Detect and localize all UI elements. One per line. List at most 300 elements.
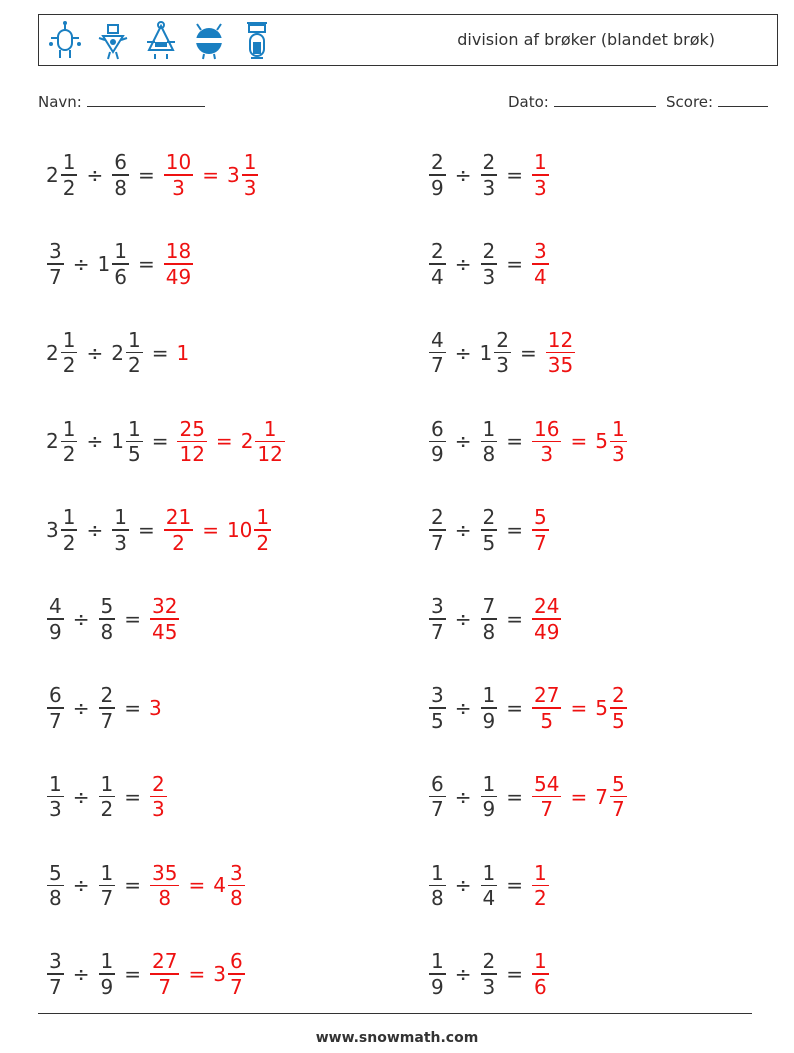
fraction — [228, 949, 245, 999]
numerator: 1 — [534, 860, 547, 885]
fraction — [532, 594, 561, 644]
score-blank — [718, 92, 768, 107]
denominator: 9 — [431, 175, 444, 200]
numerator: 1 — [534, 949, 547, 974]
fraction — [126, 417, 143, 467]
divide-sign: ÷ — [86, 429, 104, 454]
problem-8 — [428, 406, 628, 476]
divide-sign: ÷ — [454, 784, 472, 809]
fraction-term — [149, 949, 180, 999]
name-blank — [87, 92, 205, 107]
numerator: 54 — [534, 771, 560, 796]
numerator: 1 — [611, 416, 625, 441]
equals-sign: = — [137, 163, 155, 187]
fraction — [61, 328, 78, 378]
fraction — [481, 683, 498, 733]
denominator: 2 — [62, 353, 76, 378]
divide-sign: ÷ — [454, 607, 472, 631]
numerator: 3 — [49, 949, 62, 974]
problem-10 — [428, 495, 550, 565]
whole-number: 4 — [213, 873, 226, 898]
divide-sign: ÷ — [454, 251, 472, 276]
numerator: 2 — [431, 505, 444, 530]
numerator: 1 — [100, 860, 114, 885]
fraction — [112, 505, 129, 555]
fraction-term — [428, 505, 447, 555]
fraction — [150, 861, 179, 911]
robot-icons — [47, 20, 275, 62]
fraction-term — [98, 949, 117, 999]
equals-sign: = — [124, 607, 141, 631]
denominator: 7 — [431, 619, 444, 644]
fraction-term — [213, 861, 245, 911]
numerator: 3 — [431, 683, 444, 707]
fraction — [126, 328, 143, 378]
divide-sign: ÷ — [86, 163, 104, 187]
equals-sign: = — [506, 518, 523, 543]
numerator: 6 — [49, 683, 62, 707]
problem-15 — [46, 762, 168, 832]
fraction-term — [531, 772, 562, 822]
whole-number: 1 — [111, 429, 124, 454]
fraction-term — [111, 505, 130, 555]
fraction-term — [428, 328, 447, 378]
problem-4 — [428, 229, 550, 299]
denominator: 4 — [431, 264, 444, 289]
fraction — [610, 417, 627, 467]
fraction — [254, 505, 271, 555]
problem-1 — [46, 140, 259, 210]
numerator: 21 — [165, 505, 192, 530]
fraction — [99, 683, 116, 733]
fraction-term — [531, 861, 550, 911]
numerator: 1 — [263, 416, 277, 441]
equals-sign: = — [202, 518, 219, 543]
fraction — [429, 417, 446, 467]
fraction — [61, 150, 78, 200]
numerator: 1 — [114, 239, 127, 263]
fraction-term — [46, 417, 78, 467]
fraction-term — [480, 772, 499, 822]
fraction — [47, 861, 64, 911]
equals-sign: = — [506, 695, 523, 720]
numerator: 1 — [100, 949, 114, 974]
fraction-term — [46, 683, 65, 733]
problem-2 — [428, 140, 550, 210]
fraction-term — [545, 328, 576, 378]
fraction-term — [111, 328, 143, 378]
denominator: 9 — [482, 797, 496, 822]
denominator: 9 — [482, 708, 496, 733]
numerator: 1 — [49, 771, 62, 796]
fraction — [47, 239, 64, 289]
denominator: 7 — [431, 353, 444, 378]
fraction-term — [480, 683, 499, 733]
whole-number: 2 — [46, 340, 59, 365]
fraction-term — [46, 328, 78, 378]
fraction — [164, 505, 193, 555]
whole-number: 2 — [111, 340, 124, 365]
equals-sign: = — [215, 429, 233, 454]
fraction — [112, 239, 129, 289]
fraction-term — [531, 417, 562, 467]
fraction-term — [163, 239, 194, 289]
numerator: 24 — [534, 594, 560, 619]
numerator: 1 — [62, 150, 76, 175]
numerator: 1 — [62, 327, 76, 352]
robot-2-icon — [95, 20, 131, 62]
fraction — [47, 683, 64, 733]
fraction-term — [480, 949, 499, 999]
numerator: 6 — [229, 949, 243, 974]
fraction — [546, 328, 575, 378]
robot-5-icon — [239, 20, 275, 62]
fraction-term — [227, 150, 259, 200]
equals-sign: = — [519, 340, 537, 365]
denominator: 2 — [62, 175, 76, 200]
fraction — [429, 150, 446, 200]
denominator: 6 — [534, 974, 547, 999]
denominator: 7 — [49, 708, 62, 733]
fraction — [47, 594, 64, 644]
denominator: 3 — [611, 442, 625, 467]
numerator: 5 — [100, 594, 114, 619]
fraction-term — [149, 772, 168, 822]
fraction — [481, 949, 498, 999]
fraction-term — [480, 417, 499, 467]
fraction — [481, 239, 498, 289]
denominator: 12 — [179, 442, 205, 467]
fraction — [532, 150, 549, 200]
fraction-term — [480, 505, 499, 555]
fraction — [481, 594, 498, 644]
denominator: 3 — [114, 530, 127, 555]
denominator: 8 — [114, 175, 127, 200]
problem-11 — [46, 584, 180, 654]
whole-number: 1 — [176, 340, 190, 365]
fraction — [532, 683, 561, 733]
fraction-term — [428, 417, 447, 467]
equals-sign: = — [188, 873, 206, 898]
equals-sign: = — [151, 429, 169, 454]
fraction — [532, 505, 549, 555]
whole-number: 10 — [226, 518, 253, 543]
denominator: 35 — [547, 353, 574, 378]
score-label: Score: — [666, 93, 714, 111]
denominator: 7 — [431, 530, 444, 555]
equals-sign: = — [124, 784, 141, 809]
whole-number: 3 — [226, 163, 240, 187]
fraction-term — [428, 949, 447, 999]
problem-5 — [46, 318, 190, 388]
denominator: 9 — [49, 619, 62, 644]
fraction — [150, 772, 167, 822]
fraction-term — [213, 949, 245, 999]
fraction-term — [480, 861, 499, 911]
equals-sign: = — [137, 251, 155, 276]
fraction — [610, 772, 627, 822]
denominator: 8 — [482, 619, 496, 644]
fraction-term — [480, 150, 499, 200]
problem-7 — [46, 406, 286, 476]
divide-sign: ÷ — [454, 695, 472, 720]
fraction-term — [428, 150, 447, 200]
numerator: 18 — [165, 239, 192, 263]
fraction-term — [428, 772, 447, 822]
numerator: 35 — [152, 860, 178, 885]
numerator: 1 — [100, 771, 114, 796]
numerator: 4 — [49, 594, 62, 619]
equals-sign: = — [124, 962, 141, 987]
fraction-term — [46, 861, 65, 911]
denominator: 2 — [62, 530, 76, 555]
problem-20 — [428, 939, 550, 1009]
numerator: 1 — [243, 150, 257, 175]
divide-sign: ÷ — [454, 962, 472, 987]
divide-sign: ÷ — [72, 695, 90, 720]
divide-sign: ÷ — [72, 962, 90, 987]
problem-18 — [428, 850, 550, 920]
whole-number: 1 — [479, 340, 493, 365]
fraction-term — [531, 505, 550, 555]
denominator: 7 — [611, 797, 625, 822]
whole-number: 5 — [595, 695, 608, 720]
fraction-term — [595, 417, 627, 467]
denominator: 4 — [482, 886, 496, 911]
equals-sign: = — [506, 163, 523, 187]
problem-9 — [46, 495, 272, 565]
equals-sign: = — [570, 695, 588, 720]
denominator: 2 — [127, 353, 141, 378]
fraction-term — [46, 239, 65, 289]
denominator: 2 — [100, 797, 114, 822]
numerator: 2 — [431, 239, 444, 263]
numerator: 4 — [431, 327, 444, 352]
denominator: 6 — [114, 264, 127, 289]
fraction — [61, 505, 78, 555]
fraction — [228, 861, 245, 911]
numerator: 1 — [256, 505, 270, 530]
numerator: 25 — [179, 416, 205, 441]
fraction-term — [480, 239, 499, 289]
equals-sign: = — [506, 607, 523, 631]
denominator: 7 — [540, 797, 554, 822]
denominator: 12 — [257, 442, 283, 467]
robot-1-icon — [47, 20, 83, 62]
numerator: 6 — [114, 150, 127, 175]
fraction — [481, 772, 498, 822]
numerator: 5 — [49, 860, 62, 885]
fraction — [47, 772, 64, 822]
numerator: 6 — [431, 416, 444, 441]
numerator: 1 — [127, 327, 141, 352]
fraction-term — [428, 861, 447, 911]
problem-6 — [428, 318, 576, 388]
divide-sign: ÷ — [454, 340, 472, 365]
fraction — [429, 239, 446, 289]
numerator: 2 — [152, 771, 165, 796]
denominator: 3 — [482, 175, 496, 200]
denominator: 3 — [496, 353, 509, 378]
numerator: 6 — [431, 771, 444, 796]
denominator: 3 — [49, 797, 62, 822]
denominator: 7 — [534, 530, 547, 555]
fraction-term — [46, 949, 65, 999]
fraction — [429, 683, 446, 733]
fraction — [610, 683, 627, 733]
numerator: 2 — [482, 505, 496, 530]
fraction-term — [531, 683, 562, 733]
denominator: 3 — [243, 175, 257, 200]
robot-3-icon — [143, 20, 179, 62]
denominator: 5 — [482, 530, 496, 555]
numerator: 2 — [496, 327, 509, 352]
fraction-term — [46, 505, 78, 555]
problem-19 — [46, 939, 246, 1009]
numerator: 2 — [611, 683, 625, 707]
denominator: 2 — [256, 530, 270, 555]
denominator: 3 — [152, 797, 165, 822]
fraction-term — [111, 150, 130, 200]
fraction-term — [531, 150, 550, 200]
divide-sign: ÷ — [72, 784, 90, 809]
denominator: 5 — [611, 708, 625, 733]
denominator: 2 — [62, 442, 76, 467]
numerator: 2 — [431, 150, 444, 175]
fraction-term — [149, 594, 180, 644]
fraction — [99, 772, 116, 822]
equals-sign: = — [570, 429, 588, 454]
denominator: 5 — [540, 708, 554, 733]
whole-number: 2 — [240, 429, 254, 454]
numerator: 1 — [482, 416, 496, 441]
divide-sign: ÷ — [72, 873, 90, 898]
fraction — [429, 594, 446, 644]
fraction-term — [595, 683, 627, 733]
divide-sign: ÷ — [72, 251, 90, 276]
denominator: 8 — [229, 886, 243, 911]
denominator: 8 — [431, 886, 444, 911]
fraction-term — [531, 949, 550, 999]
denominator: 45 — [152, 619, 178, 644]
worksheet-title: division af brøker (blandet brøk) — [457, 30, 715, 49]
fraction-term — [428, 594, 447, 644]
divide-sign: ÷ — [86, 340, 104, 365]
divide-sign: ÷ — [454, 518, 472, 543]
numerator: 1 — [431, 860, 444, 885]
whole-number: 2 — [46, 429, 59, 454]
divide-sign: ÷ — [86, 518, 104, 543]
fraction — [242, 150, 259, 200]
fraction — [481, 505, 498, 555]
denominator: 4 — [534, 264, 547, 289]
numerator: 27 — [534, 683, 560, 707]
equals-sign: = — [506, 962, 523, 987]
numerator: 1 — [127, 416, 141, 441]
numerator: 1 — [62, 505, 76, 530]
denominator: 7 — [100, 886, 114, 911]
fraction-term — [241, 417, 286, 467]
numerator: 5 — [611, 771, 625, 796]
fraction — [99, 594, 116, 644]
fraction — [164, 150, 193, 200]
fraction-term — [149, 861, 180, 911]
problem-12 — [428, 584, 562, 654]
whole-number: 3 — [46, 518, 59, 543]
numerator: 3 — [49, 239, 62, 263]
denominator: 3 — [534, 175, 547, 200]
whole-number: 3 — [213, 962, 226, 987]
divide-sign: ÷ — [72, 607, 90, 631]
fraction — [532, 949, 549, 999]
denominator: 9 — [431, 442, 444, 467]
denominator: 8 — [158, 886, 172, 911]
denominator: 7 — [431, 797, 444, 822]
fraction-term — [480, 328, 512, 378]
fraction-term — [480, 594, 499, 644]
name-field — [38, 92, 205, 111]
fraction-term — [531, 239, 550, 289]
denominator: 49 — [534, 619, 560, 644]
denominator: 3 — [172, 175, 185, 200]
fraction-term — [176, 417, 207, 467]
fraction — [494, 328, 511, 378]
footer-divider — [38, 1013, 752, 1014]
numerator: 1 — [431, 949, 444, 974]
fraction — [164, 239, 193, 289]
numerator: 3 — [229, 860, 243, 885]
fraction — [532, 417, 561, 467]
fraction-term — [595, 772, 627, 822]
denominator: 5 — [431, 708, 444, 733]
equals-sign: = — [137, 518, 155, 543]
fraction-term — [46, 772, 65, 822]
divide-sign: ÷ — [454, 429, 472, 454]
numerator: 1 — [534, 150, 547, 175]
fraction-term — [98, 594, 117, 644]
fraction — [532, 861, 549, 911]
denominator: 3 — [482, 264, 496, 289]
fraction-term — [98, 772, 117, 822]
fraction — [481, 861, 498, 911]
date-label: Dato: — [508, 93, 549, 111]
fraction — [150, 949, 179, 999]
fraction — [112, 150, 129, 200]
numerator: 2 — [482, 150, 496, 175]
fraction — [532, 772, 561, 822]
fraction — [99, 861, 116, 911]
fraction — [429, 949, 446, 999]
numerator: 3 — [534, 239, 547, 263]
fraction-term — [227, 505, 272, 555]
numerator: 7 — [482, 594, 496, 619]
whole-number: 1 — [97, 251, 111, 276]
numerator: 16 — [534, 416, 560, 441]
problem-17 — [46, 850, 246, 920]
whole-number: 7 — [595, 784, 608, 809]
denominator: 5 — [127, 442, 141, 467]
robot-4-icon — [191, 20, 227, 62]
numerator: 2 — [482, 949, 496, 974]
fraction — [150, 594, 179, 644]
problem-13 — [46, 673, 163, 743]
fraction-term — [428, 683, 447, 733]
denominator: 8 — [49, 886, 62, 911]
numerator: 1 — [482, 683, 496, 707]
fraction — [61, 417, 78, 467]
denominator: 7 — [49, 264, 62, 289]
fraction — [429, 505, 446, 555]
